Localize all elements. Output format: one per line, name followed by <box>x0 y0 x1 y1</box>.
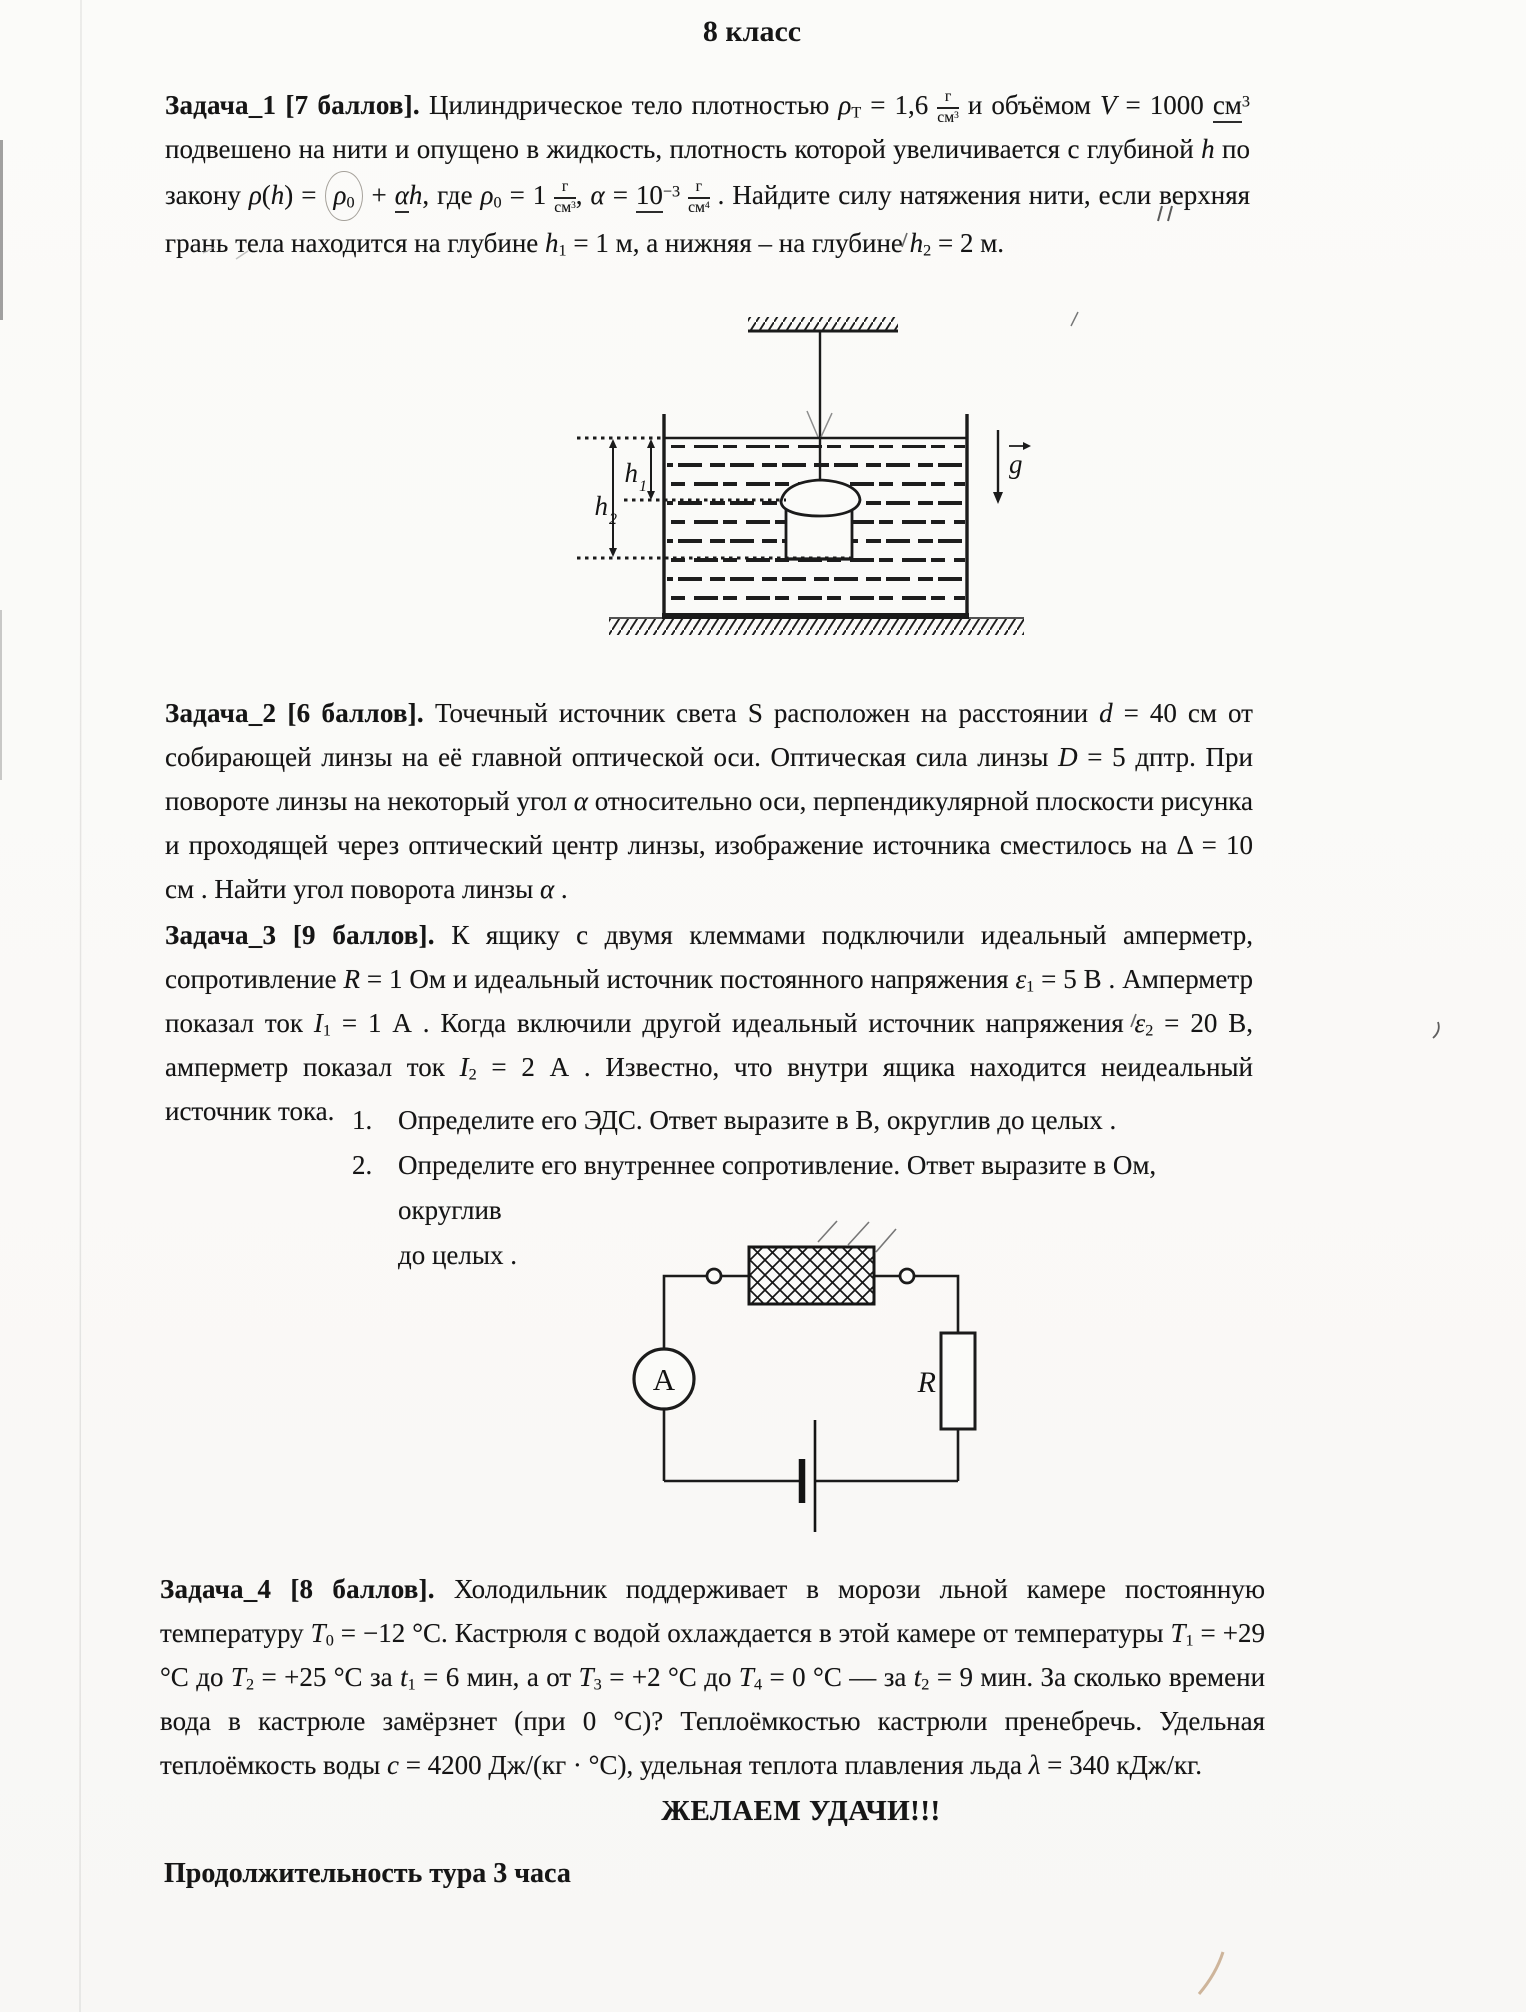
h1-label-index: 1 <box>639 478 647 495</box>
problem-4-text: Задача_4 [8 баллов]. Холодильник поддерживает в морози льной камере постоянную температуру $T_0 = -12$ °С. Кастрюля с водой охлаждается в этой камере от температуры $T_1 = +29$ °С до $T_2 = +25$ °С за $t_1 = 6$ мин, а от $T_3 = +2$ °С до $T_4 = 0$ °С — за $t_2 = 9$ мин. За сколько времени вода в кастрюле замёрзнет (при 0 °С)? Теплоёмкостью кастрюли пренебречь. Удельная теплоёмкость воды c = 4200 Дж/(кг · °С), удельная теплота плавления льда λ = 340 кДж/кг. <box>160 1574 1266 1780</box>
h2-label-index: 2 <box>609 511 617 528</box>
scan-edge-shadow <box>0 610 2 780</box>
fold-line <box>80 0 81 2012</box>
problem-1-text: Задача_1 [7 баллов]. Цилиндрическое тело плотностью $\rho_Т = 1,6$ $\frac{г}{см^3}$ и объёмом V = 1000 $см^3$ подвешено на нити и опущено в жидкость, плотность которой увеличивается с глубиной h по закону $\rho(h) = \rho_0 + \alpha h$, где $\rho_0 = 1$ $\frac{г}{см^3}$ , $\alpha = 10^{-3}$ $\frac{г}{см^4}$ . Найдите силу натяжения нити, если верхняя грань тела находится на глубине $h_1 = 1$ м, а нижняя – на глубине $h_2 = 2$ м. <box>165 88 1251 260</box>
resistor <box>917 1333 975 1429</box>
terminal-right <box>900 1269 914 1283</box>
list-item-number: 2. <box>352 1150 373 1180</box>
ammeter-label: A <box>652 1362 676 1397</box>
h2-label: h <box>594 491 608 521</box>
black-box <box>749 1221 896 1304</box>
ammeter <box>634 1349 694 1409</box>
page-title: 8 класс <box>702 15 802 48</box>
good-luck-line: ЖЕЛАЕМ УДАЧИ!!! <box>661 1795 941 1827</box>
duration-line: Продолжительность тура 3 часа <box>164 1858 571 1889</box>
circuit-wires <box>664 1276 958 1481</box>
gravity-vector <box>993 430 1031 504</box>
h2-dimension-arrow <box>609 439 617 557</box>
figure-circuit <box>600 1215 1020 1545</box>
battery <box>802 1420 815 1532</box>
list-item <box>352 1098 1252 1143</box>
stray-mark <box>1071 312 1078 326</box>
problem-2-text: Задача_2 [6 баллов]. Точечный источник света S расположен на расстоянии d = 40 см от собирающей линзы на её главной оптической оси. Оптическая сила линзы D = 5 дптр. При повороте линзы на некоторый угол α относительно оси, перпендикулярной плоскости рисунка и проходящей через оптический центр линзы, изображение источника сместилось на Δ = 10 см . Найти угол поворота линзы α . <box>165 698 1253 904</box>
figure-tank <box>440 240 1040 650</box>
ceiling-mount <box>748 317 898 331</box>
ground-hatch <box>609 618 1024 635</box>
list-item-number: 1. <box>352 1105 373 1135</box>
h1-label: h <box>624 458 638 488</box>
list-item-text: Определите его внутреннее сопротивление. Ответ выразите в Ом, округлив до целых . <box>398 1150 1157 1270</box>
scan-edge-shadow <box>0 140 3 320</box>
problem-3-text: Задача_3 [9 баллов]. К ящику с двумя клеммами подключили идеальный амперметр, сопротивление R = 1 Ом и идеальный источник постоянного напряжения $\varepsilon_1 = 5$ В . Амперметр показал ток $I_1 = 1$ А . Когда включили другой идеальный источник напряжения $\varepsilon_2 = 20$ В, амперметр показал ток $I_2 = 2$ А . Известно, что внутри ящика находится неидеальный источник тока. <box>165 920 1254 1126</box>
terminal-left <box>707 1269 721 1283</box>
stray-mark <box>1433 1022 1439 1038</box>
resistor-label: R <box>917 1366 936 1399</box>
g-label: g <box>1009 449 1023 479</box>
list-item-text: Определите его ЭДС. Ответ выразите в В, округлив до целых . <box>398 1105 1117 1135</box>
cylinder-body <box>781 480 860 559</box>
h1-dimension-arrow <box>647 439 655 500</box>
pen-smudge <box>1199 1952 1223 1994</box>
